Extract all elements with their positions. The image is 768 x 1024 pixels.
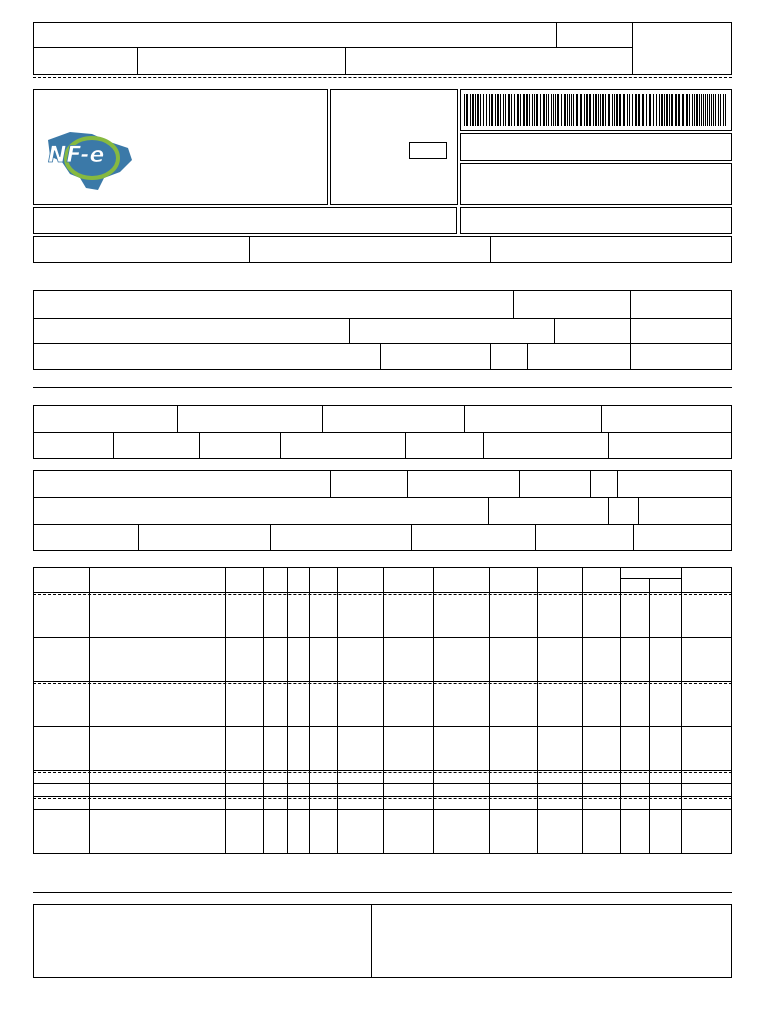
barcode-bar (534, 94, 535, 126)
products-col (263, 567, 264, 854)
barcode-bar (671, 94, 673, 126)
products-col (89, 567, 90, 854)
barcode-bar (505, 94, 506, 126)
barcode-bar (486, 94, 487, 126)
barcode-bar (632, 94, 633, 126)
barcode-bar (483, 94, 484, 126)
barcode-bar (508, 94, 510, 126)
barcode-bar (689, 94, 690, 126)
barcode-bar (495, 94, 496, 126)
recipient-col (380, 343, 381, 370)
transport-col (617, 470, 618, 497)
barcode-bar (480, 94, 481, 126)
barcode-bar (491, 94, 493, 126)
barcode-bar (638, 94, 640, 126)
barcode-bar (517, 94, 519, 126)
products-col (681, 567, 682, 854)
barcode-bar (623, 94, 625, 126)
barcode-bar (656, 94, 657, 126)
additional-data-section (33, 904, 732, 978)
barcode-bar (669, 94, 670, 126)
barcode-bar (503, 94, 504, 126)
barcode-bar (571, 94, 572, 126)
barcode-bar (664, 94, 665, 126)
recipient-col (630, 290, 631, 370)
transport-col (638, 497, 639, 524)
barcode-bar (573, 94, 574, 126)
barcode-bar (548, 94, 549, 126)
barcode-bar (557, 94, 559, 126)
tax-col (177, 405, 178, 432)
barcode-bar (659, 94, 660, 126)
tax-col (608, 432, 609, 459)
barcode-bar (497, 94, 499, 126)
barcode-bar (540, 94, 541, 126)
recipient-col (490, 343, 491, 370)
receipt-stub-col (556, 22, 557, 47)
registration-col (490, 236, 491, 263)
barcode-bar (605, 94, 606, 126)
barcode-bar (464, 94, 465, 126)
barcode-bar (584, 94, 585, 126)
barcode-bar (514, 94, 515, 126)
barcode-bar (564, 94, 566, 126)
products-subheader-line (620, 578, 681, 579)
receipt-stub-col (345, 47, 346, 75)
products-col (287, 567, 288, 854)
barcode-bar (536, 94, 538, 126)
barcode-bar (595, 94, 597, 126)
transport-col (407, 470, 408, 497)
section-separator (33, 892, 732, 893)
barcode-bar (543, 94, 545, 126)
barcode-bar (586, 94, 588, 126)
transport-col (488, 497, 489, 524)
additional-data-col (371, 904, 372, 978)
barcode-bar (707, 94, 708, 126)
recipient-col (513, 290, 514, 318)
transport-col (519, 470, 520, 497)
receipt-cut-line (33, 77, 732, 78)
barcode-bar (715, 94, 716, 126)
barcode-bar (567, 94, 568, 126)
barcode-bar (649, 94, 651, 126)
recipient-col (349, 318, 350, 343)
transport-row-divider (33, 497, 732, 498)
barcode-bar (500, 94, 501, 126)
nfe-logo-text: NF-e (48, 143, 105, 168)
registration-row (33, 236, 732, 263)
barcode-bar (555, 94, 556, 126)
barcode-bar (686, 94, 688, 126)
barcode-bar (523, 94, 525, 126)
barcode-bar (666, 94, 668, 126)
tax-col (464, 405, 465, 432)
transport-col (608, 497, 609, 524)
barcode-bar (553, 94, 554, 126)
tax-col (113, 432, 114, 459)
products-col (620, 567, 621, 854)
receipt-stub-col (137, 47, 138, 75)
barcode-bar (682, 94, 684, 126)
barcode-bar (616, 94, 618, 126)
operation-nature-box (33, 207, 457, 234)
barcode-bar (709, 94, 710, 126)
barcode-bar (602, 94, 604, 126)
barcode-bar (589, 94, 591, 126)
authorization-query-box (460, 163, 732, 205)
barcode-bar (526, 94, 528, 126)
barcode-bar (551, 94, 552, 126)
receipt-stub-col (632, 22, 633, 75)
tax-col (405, 432, 406, 459)
barcode-bar (692, 94, 693, 126)
barcode-bar (646, 94, 647, 126)
barcode-bar (713, 94, 714, 126)
barcode-bar (619, 94, 621, 126)
barcode-bar (511, 94, 512, 126)
barcode-bar (598, 94, 599, 126)
access-key-box (460, 133, 732, 161)
barcode-bar (703, 94, 704, 126)
recipient-col (554, 318, 555, 343)
tax-row-divider (33, 432, 732, 433)
transport-col (330, 470, 331, 497)
entry-exit-indicator-box (409, 142, 447, 159)
transport-col (270, 524, 271, 551)
barcode-bar (608, 94, 610, 126)
barcode-bar (612, 94, 613, 126)
barcode-bar (529, 94, 530, 126)
barcode-bar (466, 94, 468, 126)
tax-col (601, 405, 602, 432)
products-col (309, 567, 310, 854)
products-col (582, 567, 583, 854)
barcode-bar (653, 94, 654, 126)
barcode-icon (464, 94, 726, 126)
barcode-bar (627, 94, 628, 126)
barcode-bar (477, 94, 479, 126)
recipient-row-divider (33, 318, 732, 319)
protocol-box (460, 207, 732, 234)
barcode-bar (472, 94, 474, 126)
transport-col (535, 524, 536, 551)
recipient-row-divider (33, 343, 732, 344)
barcode-bar (720, 94, 721, 126)
registration-col (249, 236, 250, 263)
barcode-bar (694, 94, 695, 126)
recipient-col (527, 343, 528, 370)
transport-col (138, 524, 139, 551)
products-col (649, 578, 650, 854)
barcode-bar (600, 94, 601, 126)
tax-col (280, 432, 281, 459)
barcode-bar (675, 94, 677, 126)
barcode-bar (489, 94, 490, 126)
barcode-bar (711, 94, 712, 126)
barcode-bar (699, 94, 700, 126)
receipt-stub-divider (33, 47, 632, 48)
transport-col (633, 524, 634, 551)
barcode-bar (561, 94, 562, 126)
nfe-logo (40, 122, 136, 194)
products-col (489, 567, 490, 854)
products-col (337, 567, 338, 854)
barcode-bar (614, 94, 615, 126)
barcode-bar (576, 94, 578, 126)
products-col (433, 567, 434, 854)
barcode-bar (661, 94, 663, 126)
barcode-bar (520, 94, 521, 126)
barcode-bar (532, 94, 533, 126)
barcode-bar (725, 94, 726, 126)
tax-col (199, 432, 200, 459)
barcode-bar (475, 94, 476, 126)
barcode-bar (718, 94, 719, 126)
barcode-bar (593, 94, 594, 126)
tax-col (483, 432, 484, 459)
barcode-bar (696, 94, 698, 126)
barcode-bar (546, 94, 547, 126)
barcode-bar (470, 94, 471, 126)
section-separator (33, 387, 732, 388)
products-col (225, 567, 226, 854)
barcode-bar (723, 94, 724, 126)
products-col (383, 567, 384, 854)
transport-col (590, 470, 591, 497)
transport-col (411, 524, 412, 551)
barcode-bar (678, 94, 680, 126)
barcode-bar (701, 94, 702, 126)
barcode-bar (580, 94, 582, 126)
barcode-bar (629, 94, 630, 126)
barcode-bar (635, 94, 637, 126)
barcode-bar (642, 94, 644, 126)
products-col (537, 567, 538, 854)
tax-col (322, 405, 323, 432)
barcode-bar (569, 94, 570, 126)
recipient-section (33, 290, 732, 370)
barcode-bar (705, 94, 706, 126)
